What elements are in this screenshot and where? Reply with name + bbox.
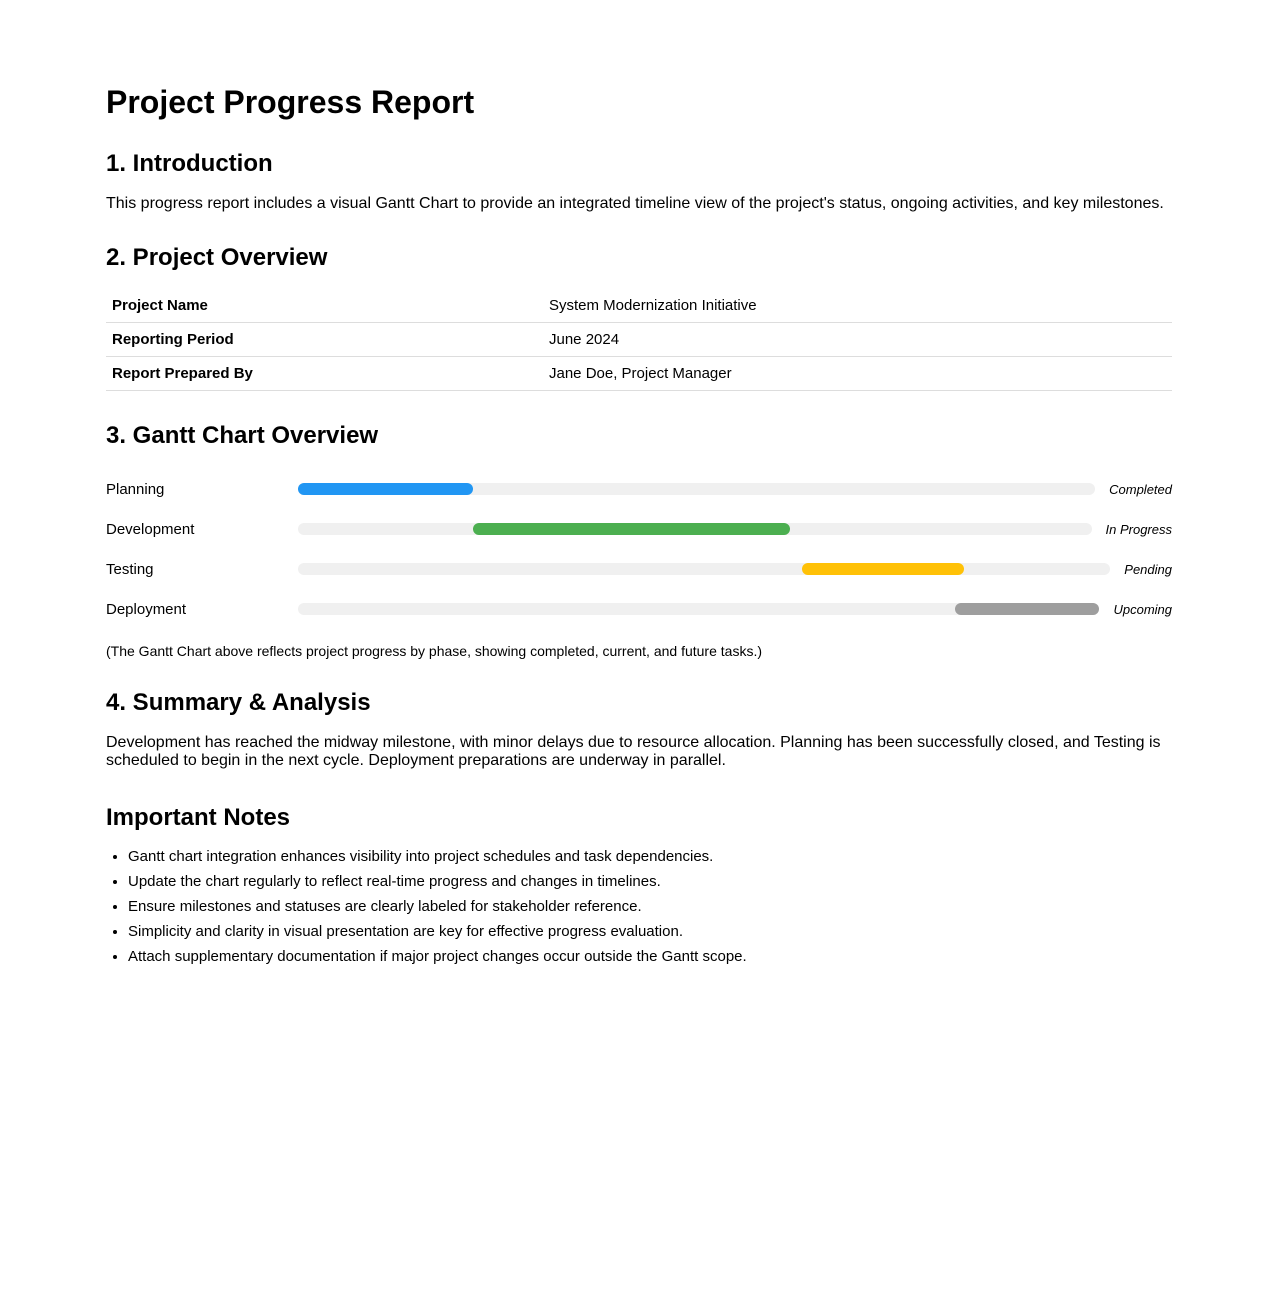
gantt-task-label: Planning: [106, 480, 165, 498]
gantt-row-testing: [106, 549, 1172, 589]
gantt-row-planning: [106, 469, 1172, 509]
gantt-track: [298, 603, 1099, 615]
gantt-caption: (The Gantt Chart above reflects project progress by phase, showing completed, current, and future tasks.): [106, 643, 762, 659]
gantt-track: [298, 523, 1092, 535]
gantt-task-label: Testing: [106, 560, 154, 578]
prepared-by-value: Jane Doe, Project Manager: [543, 357, 1172, 391]
gantt-row-deployment: [106, 589, 1172, 629]
gantt-status-label: Completed: [1109, 481, 1172, 497]
project-overview-table: [106, 289, 1172, 391]
table-row: [106, 357, 1172, 391]
gantt-bar-deployment: [955, 603, 1099, 615]
reporting-period-label: Reporting Period: [106, 323, 543, 357]
project-name-label: Project Name: [106, 289, 543, 323]
gantt-row-development: [106, 509, 1172, 549]
gantt-track: [298, 563, 1110, 575]
notes-heading: Important Notes: [106, 804, 291, 831]
overview-heading: 2. Project Overview: [106, 244, 328, 271]
gantt-track: [298, 483, 1095, 495]
list-item: • Simplicity and clarity in visual presentation are key for effective progress evaluation.: [128, 923, 1172, 940]
gantt-chart: [106, 469, 1172, 629]
table-row: [106, 323, 1172, 357]
reporting-period-value: June 2024: [543, 323, 1172, 357]
notes-list: [106, 848, 1172, 965]
gantt-status-label: Upcoming: [1113, 601, 1172, 617]
list-item: • Gantt chart integration enhances visibility into project schedules and task dependencies.: [128, 848, 1172, 865]
gantt-heading: 3. Gantt Chart Overview: [106, 422, 379, 449]
project-name-value: System Modernization Initiative: [543, 289, 1172, 323]
gantt-bar-development: [473, 523, 790, 535]
list-item: • Attach supplementary documentation if major project changes occur outside the Gantt scope.: [128, 948, 1172, 965]
table-row: [106, 289, 1172, 323]
gantt-status-label: In Progress: [1105, 521, 1172, 537]
summary-text: Development has reached the midway milestone, with minor delays due to resource allocation. Planning has been successfully closed, and Testing is scheduled to begin in the next cycle. Deployment preparations are underway in parallel.: [106, 734, 1161, 769]
gantt-bar-testing: [802, 563, 964, 575]
gantt-task-label: Deployment: [106, 600, 187, 618]
prepared-by-label: Report Prepared By: [106, 357, 543, 391]
list-item: • Update the chart regularly to reflect real-time progress and changes in timelines.: [128, 873, 1172, 890]
list-item: • Ensure milestones and statuses are clearly labeled for stakeholder reference.: [128, 898, 1172, 915]
gantt-task-label: Development: [106, 520, 195, 538]
introduction-text: This progress report includes a visual Gantt Chart to provide an integrated timeline view of the project's status, ongoing activities, and key milestones.: [106, 195, 1164, 212]
introduction-heading: 1. Introduction: [106, 150, 273, 177]
page-title: Project Progress Report: [106, 84, 475, 120]
gantt-bar-planning: [298, 483, 473, 495]
summary-heading: 4. Summary & Analysis: [106, 689, 371, 716]
gantt-status-label: Pending: [1124, 561, 1172, 577]
